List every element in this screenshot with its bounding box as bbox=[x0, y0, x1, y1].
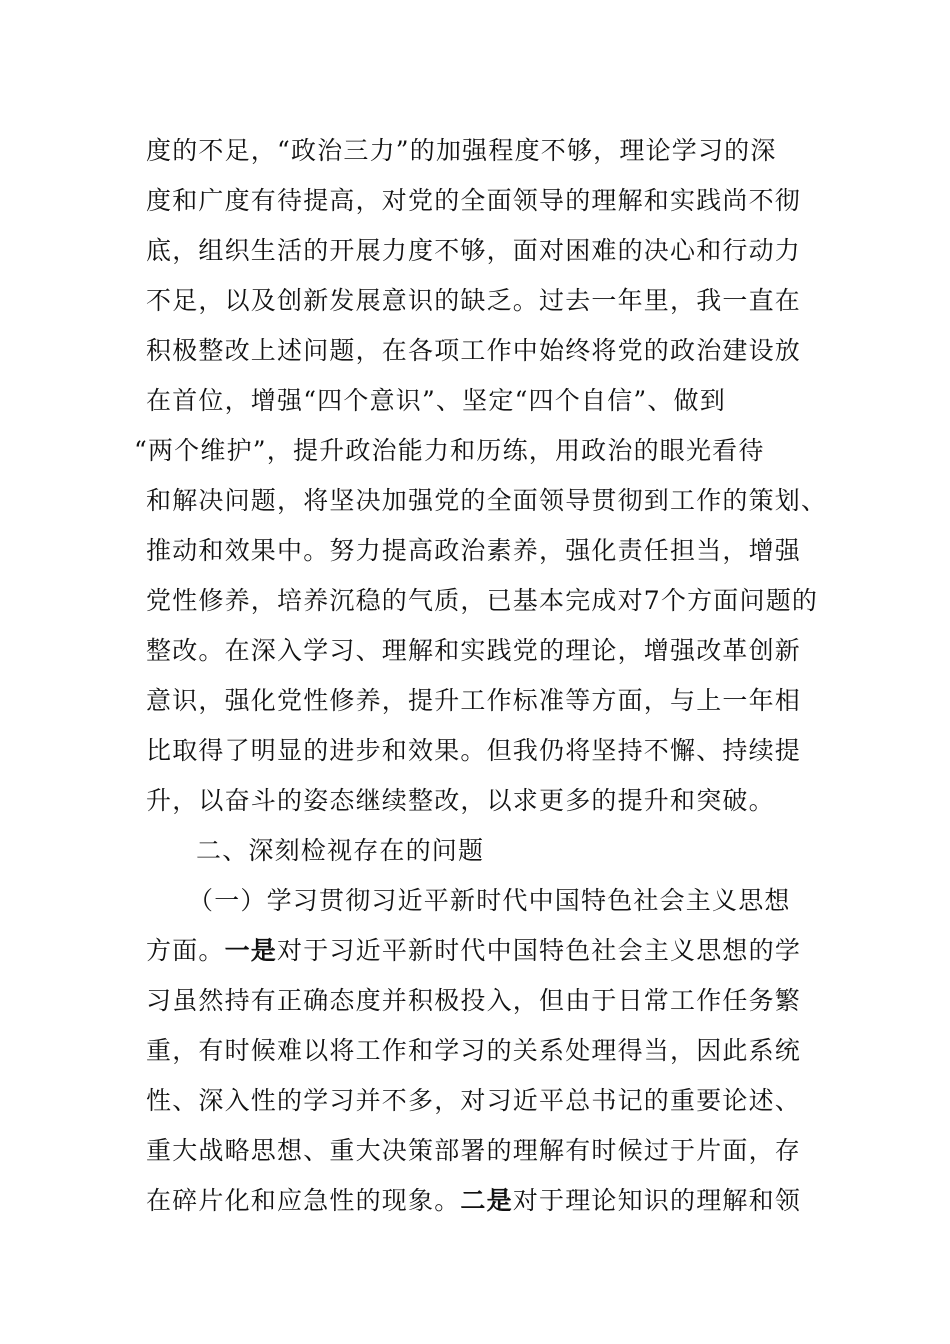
text-line: 升，以奋斗的姿态继续整改，以求更多的提升和突破。 bbox=[146, 786, 775, 815]
text-line: 在首位，增强“四个意识”、坚定“四个自信”、做到 bbox=[146, 386, 726, 415]
text-line: 性、深入性的学习并不多，对习近平总书记的重要论述、 bbox=[146, 1086, 802, 1115]
text-line: 度的不足，“政治三力”的加强程度不够，理论学习的深 bbox=[146, 136, 777, 165]
text-line: 习虽然持有正确态度并积极投入，但由于日常工作任务繁 bbox=[146, 986, 802, 1015]
text-line: 党性修养，培养沉稳的气质，已基本完成对7个方面问题的 bbox=[146, 586, 819, 615]
text-line: 不足，以及创新发展意识的缺乏。过去一年里，我一直在 bbox=[146, 286, 802, 315]
document-body bbox=[134, 126, 828, 1226]
text-line: 推动和效果中。努力提高政治素养，强化责任担当，增强 bbox=[146, 536, 802, 565]
section-heading: 二、深刻检视存在的问题 bbox=[196, 836, 485, 865]
text-line: 底，组织生活的开展力度不够，面对困难的决心和行动力 bbox=[146, 236, 802, 265]
text-span: 在碎片化和应急性的现象。 bbox=[146, 1186, 461, 1215]
text-line: 度和广度有待提高，对党的全面领导的理解和实践尚不彻 bbox=[146, 186, 802, 215]
text-span: 对于理论知识的理解和领 bbox=[512, 1186, 802, 1215]
text-line bbox=[146, 926, 826, 976]
text-line: “两个维护”，提升政治能力和历练，用政治的眼光看待 bbox=[134, 436, 765, 465]
text-line: 积极整改上述问题，在各项工作中始终将党的政治建设放 bbox=[146, 336, 802, 365]
text-span: 对于习近平新时代中国特色社会主义思想的学 bbox=[277, 936, 802, 965]
text-line bbox=[146, 1176, 826, 1226]
emphasis-first-point: 一是 bbox=[224, 936, 278, 965]
text-line: 整改。在深入学习、理解和实践党的理论，增强改革创新 bbox=[146, 636, 802, 665]
text-span: 方面。 bbox=[146, 936, 225, 965]
emphasis-second-point: 二是 bbox=[460, 1186, 513, 1215]
text-line: 重，有时候难以将工作和学习的关系处理得当，因此系统 bbox=[146, 1036, 802, 1065]
text-line: 和解决问题，将坚决加强党的全面领导贯彻到工作的策划、 bbox=[146, 486, 828, 515]
text-line: 意识，强化党性修养，提升工作标准等方面，与上一年相 bbox=[146, 686, 802, 715]
text-line: 比取得了明显的进步和效果。但我仍将坚持不懈、持续提 bbox=[146, 736, 802, 765]
text-line: 重大战略思想、重大决策部署的理解有时候过于片面，存 bbox=[146, 1136, 802, 1165]
subsection-heading: （一）学习贯彻习近平新时代中国特色社会主义思想 bbox=[188, 886, 791, 915]
